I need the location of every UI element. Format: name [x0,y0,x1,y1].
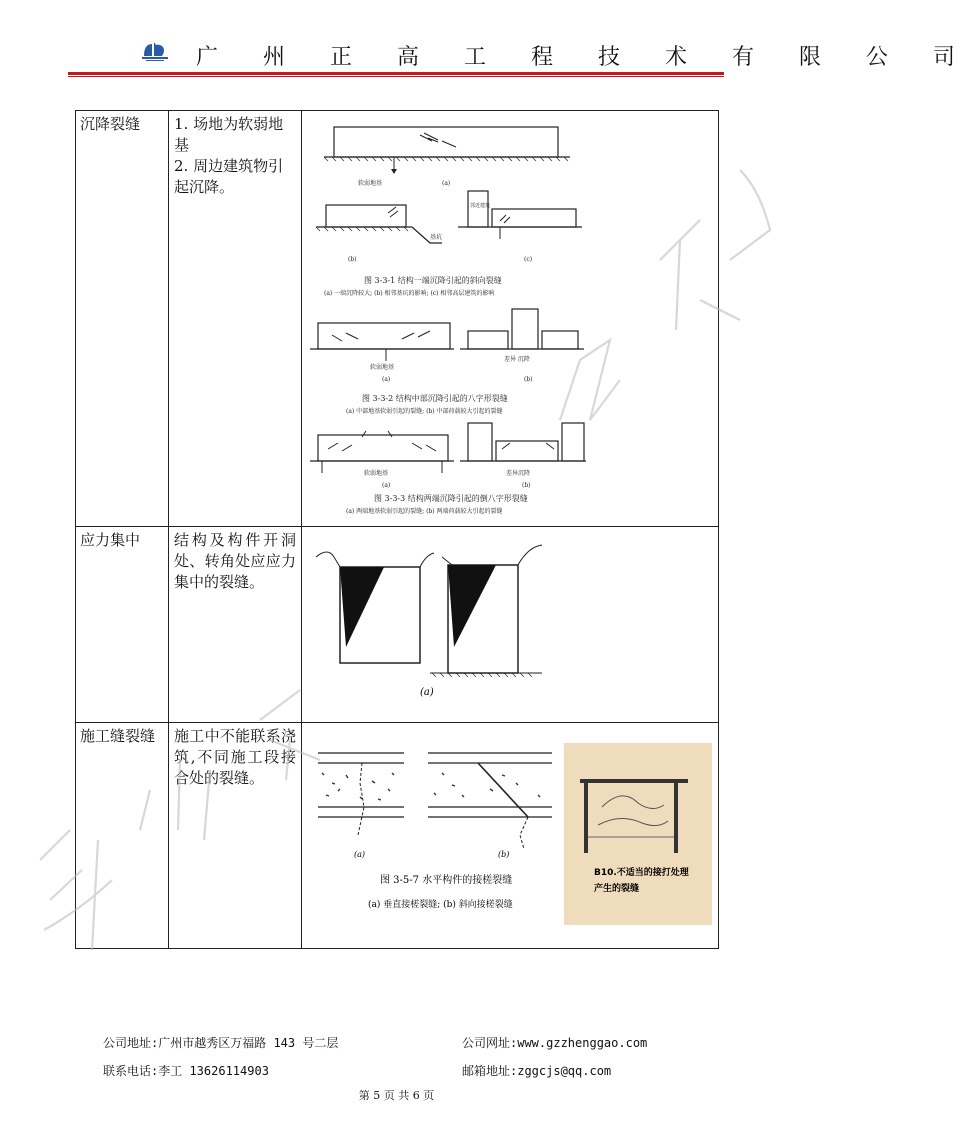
label-b-2: (b) [524,376,533,383]
label-a: (a) [354,850,366,859]
table-row [76,111,719,527]
label-soft-soil-3: 软弱地基 [364,470,389,477]
header-rule [68,72,724,75]
fig-subcaption-3: (a) 两端地基软弱引起的裂缝; (b) 两端荷载较大引起的裂缝 [346,508,503,515]
page-number: 第 5 页 共 6 页 [358,1089,435,1102]
fig-subcaption-1: (a) 一端沉降较大; (b) 相邻基坑的影响; (c) 相邻高层建筑的影响 [324,290,495,297]
footer-website: 公司网址:www.gzzhenggao.com [462,1036,648,1050]
label-b: (b) [498,850,510,859]
label-c: (c) [524,256,533,263]
label-b: (b) [348,256,357,263]
crack-cause-cell: 1. 场地为软弱地基 2. 周边建筑物引起沉降。 [169,111,302,527]
label-adjacent-building: 邻近建筑 [470,203,491,209]
figure-cell [302,527,719,723]
construction-joint-figure [302,723,736,947]
footer-email: 邮箱地址:zggcjs@qq.com [462,1064,612,1078]
label-soft-soil-2: 软弱地基 [370,364,395,371]
fig-caption: 图 3-5-7 水平构件的接槎裂缝 [380,875,513,886]
fig-subcaption: (a) 垂直接槎裂缝; (b) 斜向接槎裂缝 [368,900,513,910]
photo-caption-2: 产生的裂缝 [594,884,640,894]
crack-cause-cell: 结构及构件开洞处、转角处应应力集中的裂缝。 [169,527,302,723]
label-a: (a) [442,180,451,187]
label-b-3: (b) [522,482,531,489]
crack-cause-cell: 施工中不能联系浇筑,不同施工段接合处的裂缝。 [169,723,302,949]
label-soft-soil: 软弱地基 [358,180,383,187]
crack-type-cell: 沉降裂缝 [76,111,169,527]
label-a-2: (a) [382,376,391,383]
page-header [68,36,974,78]
header-rule-thin [68,76,724,77]
photo-caption-1: B10.不适当的接打处理 [594,868,689,878]
label-a-3: (a) [382,482,391,489]
stress-concentration-figure [302,527,736,721]
fig-caption-2: 图 3-3-2 结构中部沉降引起的八字形裂缝 [362,394,508,403]
settlement-crack-figure [302,111,736,525]
table-row [76,527,719,723]
footer-phone: 联系电话:李工 13626114903 [103,1064,269,1078]
table-row [76,723,719,949]
label-diff-settlement-3: 差异沉降 [506,470,531,477]
company-logo-icon [140,36,170,66]
crack-type-cell: 应力集中 [76,527,169,723]
footer-address: 公司地址:广州市越秀区万福路 143 号二层 [103,1036,339,1050]
label-diff-settlement: 差异 沉降 [504,356,530,363]
company-name: 广 州 正 高 工 程 技 术 有 限 公 司 [196,45,974,70]
fig-caption-3: 图 3-3-3 结构两端沉降引起的倒八字形裂缝 [374,494,528,503]
figure-cell [302,723,719,949]
fig-subcaption-2: (a) 中部地基软弱引起的裂缝; (b) 中部荷载较大引起的裂缝 [346,408,503,415]
crack-type-table [75,110,719,949]
label-pit: 基坑 [430,234,443,241]
crack-type-cell: 施工缝裂缝 [76,723,169,949]
figure-cell [302,111,719,527]
label-a: (a) [420,687,434,698]
fig-caption-1: 图 3-3-1 结构一端沉降引起的斜向裂缝 [364,276,502,285]
